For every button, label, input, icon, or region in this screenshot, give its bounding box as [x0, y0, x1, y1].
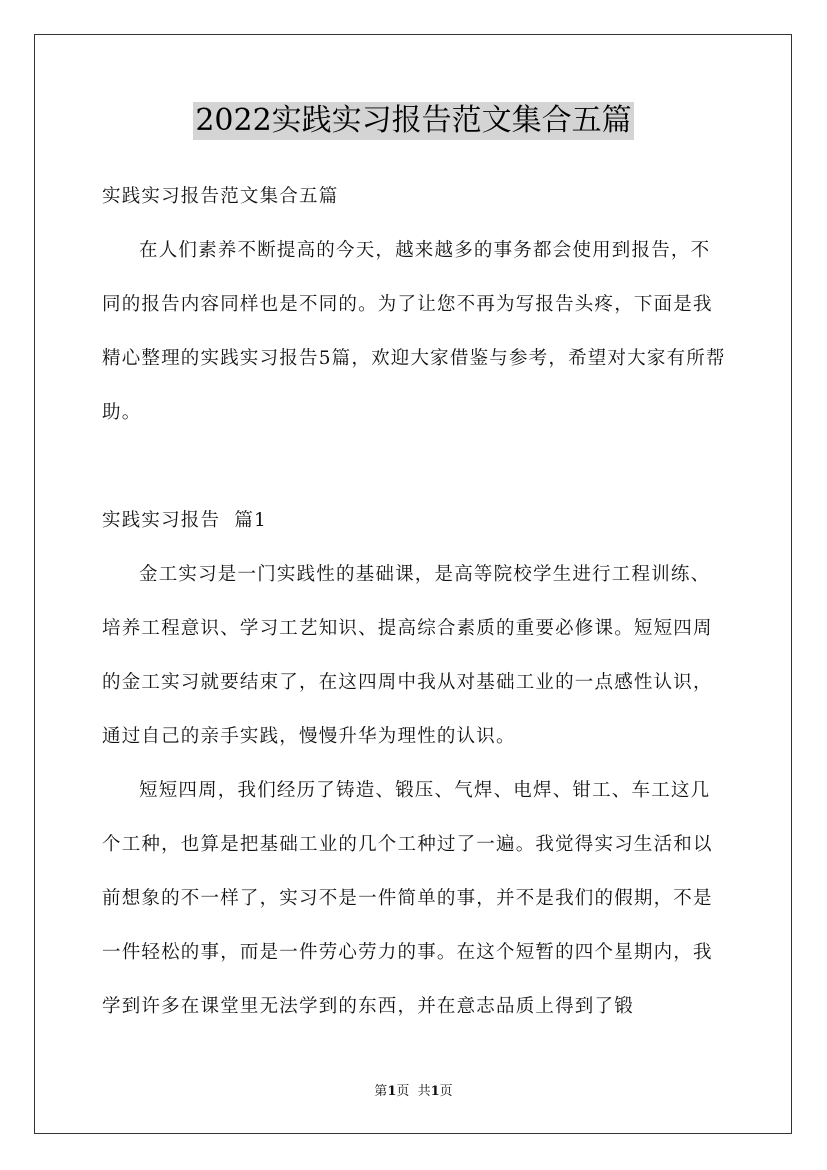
document-body [102, 170, 726, 1034]
intro-paragraph: 在人们素养不断提高的今天，越来越多的事务都会使用到报告，不同的报告内容同样也是不同的。为了让您不再为写报告头疼，下面是我精心整理的实践实习报告5篇，欢迎大家借鉴与参考，希望对大家有所帮助。 [102, 240, 726, 423]
footer-prefix: 第 [374, 1084, 388, 1099]
section-paragraph-2: 短短四周，我们经历了铸造、锻压、气焊、电焊、钳工、车工这几个工种，也算是把基础工业的几个工种过了一遍。我觉得实习生活和以前想象的不一样了，实习不是一件简单的事，并不是我们的假期，不是一件轻松的事，而是一件劳心劳力的事。在这个短暂的四个星期内，我学到许多在课堂里无法学到的东西，并在意志品质上得到了锻 [102, 780, 713, 1017]
document-title: 2022实践实习报告范文集合五篇 [195, 103, 632, 138]
document-subtitle: 实践实习报告范文集合五篇 [102, 186, 339, 207]
title-container [0, 102, 827, 140]
footer-suffix: 页 [439, 1084, 453, 1099]
section-spacer [102, 440, 726, 494]
footer-current-page: 1 [387, 1084, 397, 1099]
section-heading: 实践实习报告 篇1 [102, 510, 268, 531]
footer-mid: 页 共 [396, 1084, 431, 1099]
page-footer [0, 1084, 827, 1100]
section-paragraph-1: 金工实习是一门实践性的基础课，是高等院校学生进行工程训练、培养工程意识、学习工艺知识、提高综合素质的重要必修课。短短四周的金工实习就要结束了，在这四周中我从对基础工业的一点感性认识，通过自己的亲手实践，慢慢升华为理性的认识。 [102, 564, 713, 747]
footer-total-pages: 1 [430, 1084, 440, 1099]
